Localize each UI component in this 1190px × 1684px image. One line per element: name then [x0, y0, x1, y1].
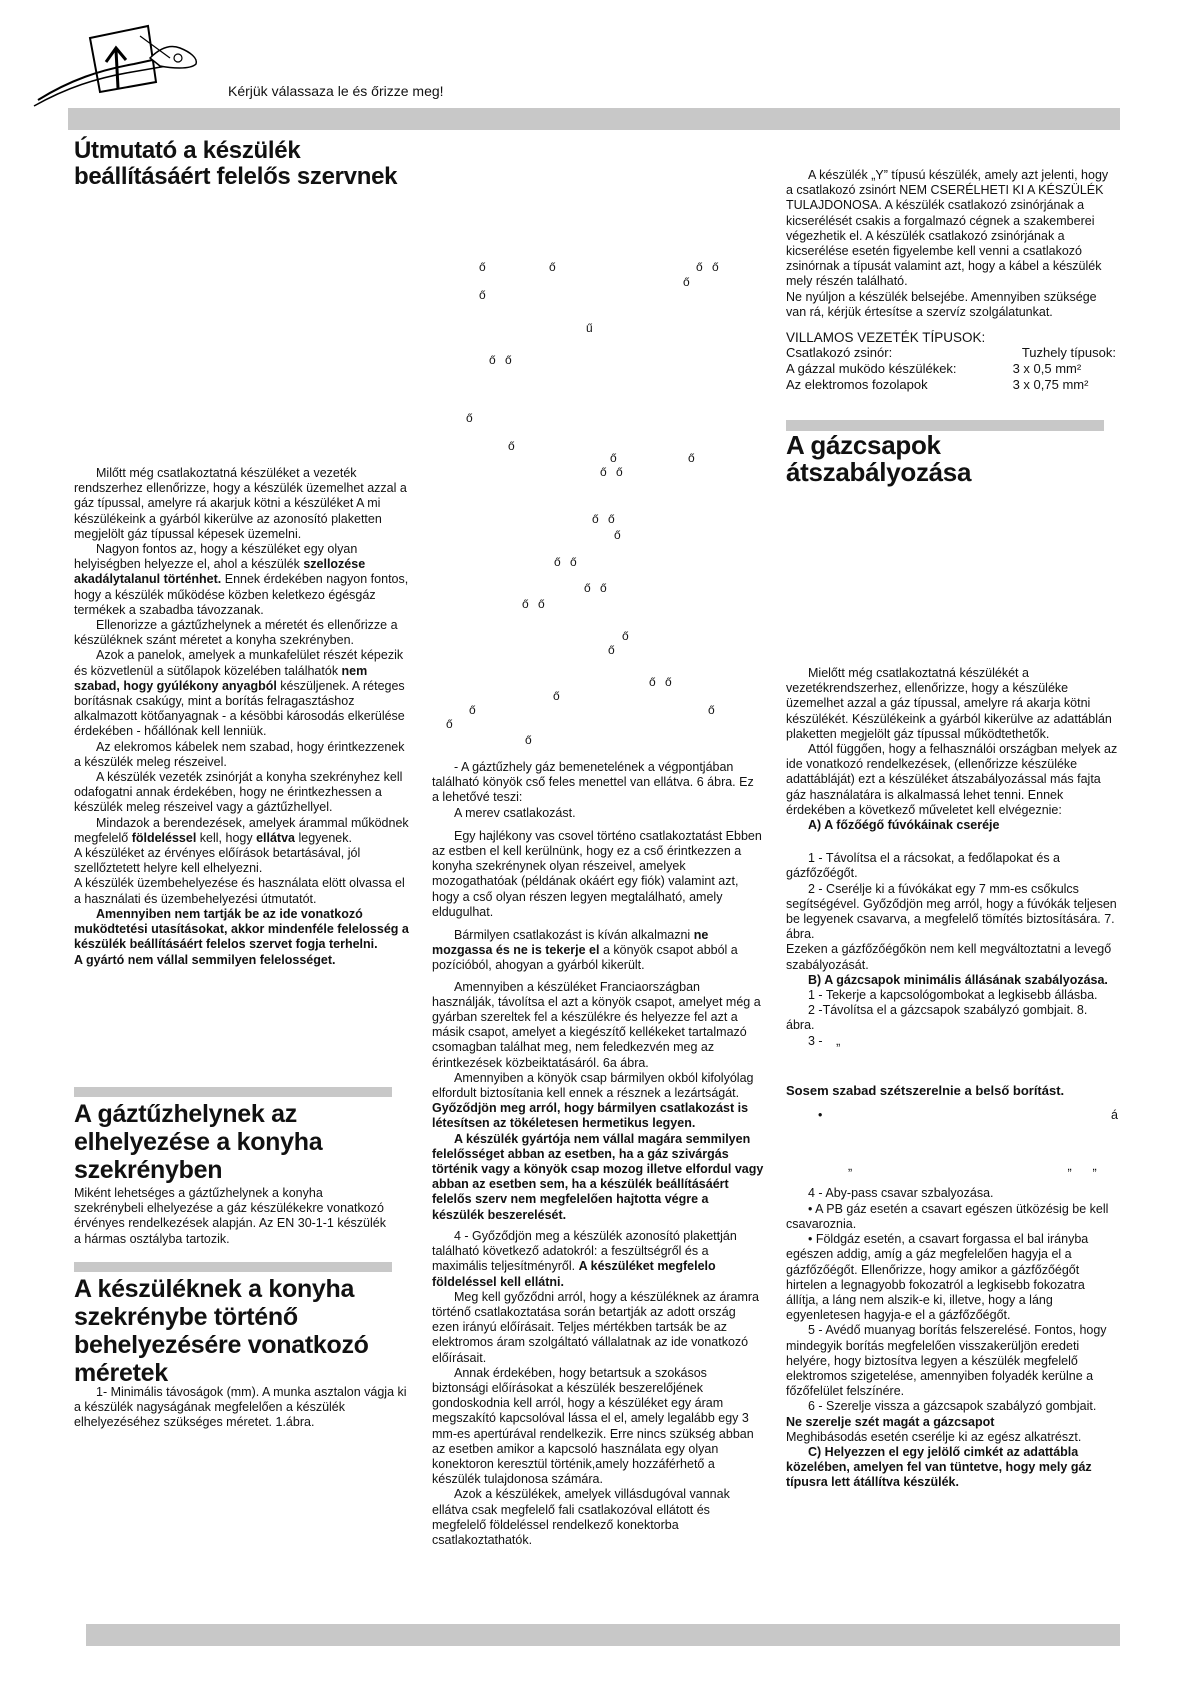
glyph: ő [600, 465, 607, 479]
glyph: ő [683, 275, 690, 289]
mid-p4: Bármilyen csatlakozást is kíván alkalmazni ne mozgassa és ne is tekerje el a könyök csapot abból a pozícióból, ahogyan a gyárból kikerült. [432, 928, 738, 973]
right-p8: 2 -Távolítsa el a gázcsapok szabályzó gombjait. 8. ábra. [786, 1003, 1088, 1033]
mid-p1: - A gáztűzhely gáz bemenetelének a végpontjában található könyök cső feles menettel van ellátva. 6 ábra. Ez a lehetővé teszi: [432, 760, 754, 805]
right-p15: Ne szerelje szét magát a gázcsapot [786, 1414, 995, 1429]
hand-scissors-icon [30, 18, 202, 108]
left-p9: A készülék üzembehelyezése és használata elött olvassa el a használati és üzembehelyezési útmutatót. [74, 876, 405, 906]
glyph: ő [505, 353, 512, 367]
left-p5: Az elekromos kábelek nem szabad, hogy érintkezzenek a készülék meleg részeivel. [74, 739, 405, 769]
glyph: ő [665, 675, 672, 689]
left-p11: A gyártó nem vállal semmilyen felelosséget. [74, 952, 336, 967]
right-p1c: Ne nyúljon a készülék belsejébe. Amennyiben szüksége van rá, kérjük értesítse a szervíz szolgálatunkat. [786, 289, 1097, 319]
glyph: ő [553, 689, 560, 703]
table-row: A gázzal muködo készülékek: 3 x 0,5 mm² [786, 361, 1082, 377]
glyph: ő [622, 629, 629, 643]
left-p1: Milőtt még csatlakoztatná készüléket a vezeték rendszerhez ellenőrizze, hogy a készülék üzemelhet azzal a gáz típussal, amelyre rá akarjuk kötni a készüléket A mi készülékeink a gyárból kikerülve az azonosító plaketten megjelölt gáz típussal képesek üzemelni. [74, 466, 407, 541]
middle-column-body [432, 760, 764, 1548]
glyph: ű [586, 321, 593, 335]
heading-a: A) A főzőégő fúvókáinak cseréje [808, 818, 1000, 833]
right-p7: 1 - Tekerje a kapcsológombokat a legkisebb állásba. [808, 988, 1098, 1003]
glyph: ő [600, 581, 607, 595]
wires-title: VILLAMOS VEZETÉK TÍPUSOK: [786, 330, 986, 346]
left-column [74, 138, 409, 190]
heading-b: B) A gázcsapok minimális állásának szabályozása. [808, 972, 1108, 987]
glyph: ő [549, 260, 556, 274]
glyph: ő [584, 581, 591, 595]
right-p2: Mielőtt még csatlakoztatná készülékét a vezetékrendszerhez, ellenőrizze, hogy a készüléke üzemelhet azzal a gáz típussal, amelyre rá akarja kötni készülékét. Készülékeink a gyárból kikerülve az adattáblán plaketten megjelölt gáz típussal működtethetők. [786, 666, 1112, 741]
header-bar [68, 108, 1120, 130]
mid-p11: Azok a készülékek, amelyek villásdugóval vannak ellátva csak megfelelő fali csatlakozóval ellátott és megfelelő földeléssel rendelkező konektorba csatlakoztathatók. [432, 1487, 730, 1547]
left-p12: Miként lehetséges a gáztűzhelynek a konyha szekrénybeli elhelyezése a gáz készülékekre vonatkozó érvényes rendelkezések alapján. Az EN 30-1-1 készülék a hármas osztályba tartozik. [74, 1186, 386, 1246]
glyph: ő [525, 733, 532, 747]
glyph: ő [688, 451, 695, 465]
left-p10: Amennyiben nem tartják be az ide vonatkozó muködtetési utasításokat, akkor mindenféle felelosség a készülék beállításáért felelos szervet fogja terhelni. [74, 906, 409, 952]
right-p4: 1 - Távolítsa el a rácsokat, a fedőlapokat és a gázfőzőégőt. [786, 851, 1060, 881]
title-placement: A gáztűzhelynek az elhelyezése a konyha szekrényben [74, 1100, 323, 1184]
figure-glyphs [436, 255, 726, 755]
glyph: ő [608, 643, 615, 657]
glyph: ő [538, 597, 545, 611]
glyph: ő [608, 512, 615, 526]
left-bar-1 [74, 1087, 392, 1097]
right-p17: C) Helyezzen el egy jelölő cimkét az adattábla közelében, amelyen fel van tüntetve, hogy mely gáz típusra lett átállítva készülék. [786, 1444, 1092, 1490]
right-p13: 5 - Avédő muanyag borítás felszerelésé. Fontos, hogy mindegyik borítás megfelelően visszakerüljön eredeti helyére, hogy biztosítva legyen a készülék megfelelő elektromos szigetelése, amennyiben folyadék kerülne a főzőfelület felszínére. [786, 1323, 1107, 1399]
header-notice: Kérjük válassaza le és őrizze meg! [228, 83, 444, 99]
right-p3: Attól függően, hogy a felhasználói országban melyek az ide vonatkozó rendelkezések, (ellenőrizze készüléke adattábláját) ezt a készüléket átszabályozással más fajta gáz használatára is alkalmassá lehet tenni. Ennek érdekében a következő műveletet kell elvégeznie: [786, 742, 1118, 817]
glyph: ő [469, 703, 476, 717]
mid-p9: Meg kell győződni arról, hogy a készüléknek az áramra történő csatlakoztatása során betartják az adott ország ezen irányú előírásait. Teljes mértékben tartsák be az elektromos áram szolgáltató vállalatnak az ide vonatkozó előírásait. [432, 1289, 760, 1365]
left-p2: Nagyon fontos az, hogy a készüléket egy olyan helyiségben helyezze el, ahol a készülék szellozése akadálytalanul történhet. Ennek érdekében nagyon fontos, hogy a készülék működése közben keletkezo égésgáz termékek a szabadba távozzanak. [74, 542, 409, 617]
glyph: ő [489, 353, 496, 367]
right-p12: • Földgáz esetén, a csavart forgassa el bal irányba egészen addig, amíg a gáz megfelelően hagyja el a gázfőzőégőt. Ellenőrizze, hogy amikor a gázfőzőégőt hirtelen a legnagyobb fokozatról a legkisebb fokozatra állítja, a láng nem alszik-e ki, illetve, hogy a láng egyenletesen hagyja-e el a gázfőzőégőt. [786, 1232, 1089, 1323]
glyph: ő [570, 555, 577, 569]
glyph: ő [446, 717, 453, 731]
right-column-top [786, 168, 1116, 393]
left-column-body [74, 466, 409, 968]
glyph: ő [522, 597, 529, 611]
bullet-row: • á [818, 1108, 1118, 1123]
mid-p8: 4 - Győződjön meg a készülék azonosító plakettján található következő adatokról: a feszültségről és a maximális teljesítményről. A készüléket megfelelo földeléssel kell ellátni. [432, 1228, 737, 1289]
right-p11: • A PB gáz esetén a csavart egészen ütközésig be kell csavaroznia. [786, 1201, 1109, 1231]
table-row: Az elektromos fozolapok 3 x 0,75 mm² [786, 377, 1089, 393]
right-p14: 6 - Szerelje vissza a gázcsapok szabályzó gombjait. [808, 1399, 1097, 1414]
right-column-body [786, 666, 1118, 1491]
right-p5: 2 - Cserélje ki a fúvókákat egy 7 mm-es csőkulcs segítségével. Győződjön meg arról, hogy a fúvókák teljesen be legyenek csavarva, a megfelelő tömítés biztosítására. 7. ábra. [786, 881, 1117, 942]
glyph: ő [696, 260, 703, 274]
glyph: ő [616, 465, 623, 479]
left-p3: Ellenorizze a gáztűzhelynek a méretét és ellenőrizze a készüléknek szánt méretet a konyha szekrényben. [74, 618, 398, 648]
title-gas-taps: A gázcsapok átszabályozása [786, 430, 972, 487]
glyph: ő [554, 555, 561, 569]
right-p6: Ezeken a gázfőzőégőkön nem kell megváltoztatni a levegő szabályozását. [786, 942, 1112, 972]
mid-p2: A merev csatlakozást. [454, 805, 576, 820]
right-p16: Meghibásodás esetén cserélje ki az egész alkatrészt. [786, 1429, 1082, 1444]
right-p10: 4 - Aby-pass csavar szbalyozása. [808, 1186, 994, 1201]
wires-table [786, 345, 1116, 393]
glyph: ő [592, 512, 599, 526]
glyph: ő [466, 411, 473, 425]
glyph: ő [610, 451, 617, 465]
glyph: ő [614, 528, 621, 542]
glyph: ő [712, 260, 719, 274]
left-bar-2 [74, 1262, 392, 1272]
mid-p10: Annak érdekében, hogy betartsuk a szokásos biztonsági előírásokat a készülék beszerelőjének gondoskodnia kell arról, hogy a készüléket egy áram megszakító kapcsolóval lássa el el, amely legalább egy 3 mm-es apertúrával rendelkezik. Erre nincs szükség abban az esetben amikor a kapcsoló használata egy olyan konektoron keresztül történik,amely hozzáférhető a készülék tulajdonosa számára. [432, 1365, 754, 1487]
title-left: Útmutató a készülék beállításáért felelős szervnek [74, 137, 398, 190]
mid-p3: Egy hajlékony vas csovel történo csatlakoztatást Ebben az estben el kell kerülnünk, hogy ez a cső érintkezzen a konyha szekrénynek olyan részeivel, amelyek mozogathatóak (példának okáért egy fiók) valamint azt, hogy a cső olyan részen legyen megtalálható, amely eldugulhat. [432, 828, 762, 919]
right-p1: A készülék „Y” típusú készülék, amely azt jelenti, hogy a csatlakozó zsinórt NEM CSERÉLHETI KI A KÉSZÜLÉK TULAJDONOSA. A készülék csatlakozó zsinórjának a kicserélését csakis a forgalmazó cégnek a szakemberei végezhetik el. A készülék csatlakozó zsinórjának a kicserélése esetén figyelembe kell venni a csatlakozó zsinórnak a típusát valamint azt, hogy a kábel a készülék mely részén található. [786, 168, 1109, 289]
glyph: ő [508, 439, 515, 453]
glyph: ő [479, 288, 486, 302]
warning-text: Sosem szabad szétszerelnie a belső borítást. [786, 1082, 1065, 1098]
table-row: Csatlakozó zsinór: Tuzhely típusok: [786, 345, 1116, 361]
mid-p5: Amennyiben a készüléket Franciaországban használják, távolítsa el azt a könyök csapot, amelyet még a gyárban szereltek fel a készülékre és helyezze fel azt a másik csapot, amelyet a kiegészítő kellékeket tartalmazó csomagban találhat meg, nem feledkezvén meg az érintkezések közbeiktatásáról. 6a ábra. [432, 979, 761, 1070]
mid-p6: Amennyiben a könyök csap bármilyen okból kifolyólag elfordult biztosítania kell ennek a résznek a lezártságát. Győződjön meg arról, hogy bármilyen csatlakozást is létesítsen az tökéletesen hermetikus legyen. [432, 1070, 754, 1131]
footer-bar [86, 1624, 1120, 1646]
glyph: ő [649, 675, 656, 689]
glyph: ő [479, 260, 486, 274]
left-p4: Azok a panelok, amelyek a munkafelület részét képezik és közvetlenül a sütőlapok közelében találhatók nem szabad, hogy gyúlékony anyagból készüljenek. A réteges borításnak csakúgy, mint a borítás felragasztáshoz alkalmazott kötőanyagnak - a késöbbi károsodás elkerülése érdekében - hőállónak kell lenniük. [74, 648, 405, 739]
left-p7: Mindazok a berendezések, amelyek árammal működnek megfelelő földeléssel kell, hogy ellátva legyenek. [74, 815, 409, 845]
title-dimensions: A készüléknek a konyha szekrénybe történő behelyezésére vonatkozó méretek [74, 1275, 369, 1387]
mid-p7: A készülék gyártója nem vállal magára semmilyen felelősséget abban az esetben, ha a gáz szivárgás történik vagy a könyök csap mozog illetve elfordul vagy abban az esetben sem, ha a készülék beállításáért felelős szerv nem megfelelően hajtotta végre a készülék beszerelését. [432, 1131, 764, 1222]
left-p6: A készülék vezeték zsinórját a konyha szekrényhez kell odafogatni annak érdekében, hogy ne érintkezhessen a készülék meleg részeivel vagy a gáztűzhellyel. [74, 770, 403, 815]
quotes-row: „ „ „ [848, 1159, 1097, 1174]
left-p8: A készüléket az érvényes előírások betartásával, jól szellőztetett helyre kell elhelyezni. [74, 846, 361, 876]
left-p13: 1- Minimális távoságok (mm). A munka asztalon vágja ki a készülék nagyságának megfelelően a készülék elhelyezéséhez szükséges méretet. 1.ábra. [74, 1385, 407, 1430]
glyph: ő [708, 703, 715, 717]
right-p9: 3 - „ [808, 1033, 841, 1048]
